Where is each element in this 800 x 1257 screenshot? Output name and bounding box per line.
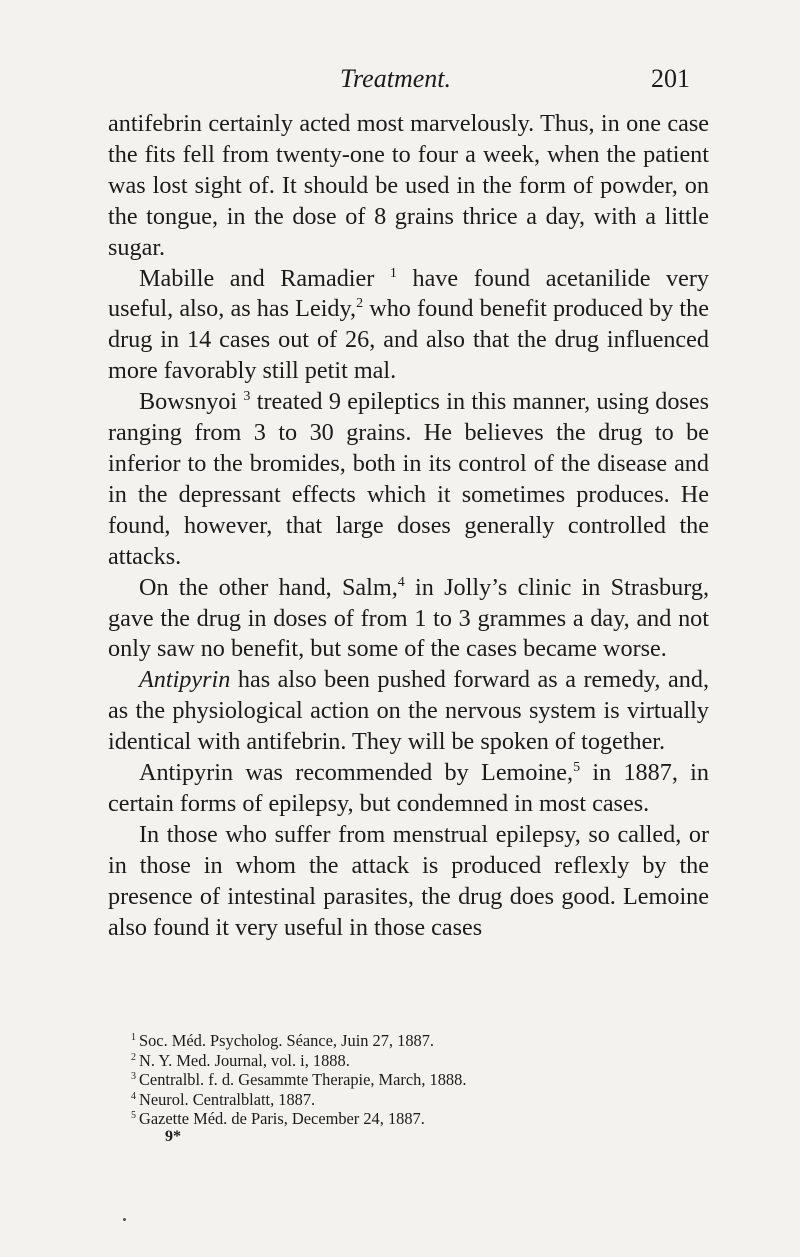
paragraph-2-text-a: Mabille and Ramadier — [139, 264, 390, 292]
paragraph-4-text-a: On the other hand, Salm, — [139, 573, 398, 601]
paragraph-3 — [108, 387, 709, 572]
footnote-mark-3: 3 — [131, 1071, 136, 1083]
paragraph-3-text-b: treated 9 epileptics in this manner, using doses ranging from 3 to 30 grains. He believes the drug to be inferior to the bromides, both in its control of the disease and in the depressant effects which it sometimes produces. He found, however, that large doses generally controlled the attacks. — [108, 388, 709, 570]
footnote-ref-1: 1 — [389, 265, 397, 281]
paragraph-1-text: antifebrin certainly acted most marvelously. Thus, in one case the fits fell from twenty-one to four a week, when the patient was lost sight of. It should be used in the form of powder, on the tongue, in the dose of 8 grains thrice a day, with a little sugar. — [108, 110, 709, 261]
footnote-ref-4: 4 — [397, 574, 405, 590]
footnote-text-2: N. Y. Med. Journal, vol. i, 1888. — [139, 1050, 350, 1070]
footnote-4 — [131, 1090, 691, 1110]
footnote-mark-1: 1 — [131, 1032, 136, 1043]
footnote-5 — [131, 1109, 691, 1129]
footnote-mark-2: 2 — [131, 1051, 136, 1063]
paragraph-4 — [108, 573, 709, 666]
body-text — [108, 109, 709, 943]
paragraph-7-text: In those who suffer from menstrual epilepsy, so called, or in those in whom the attack is produced reflexly by the presence of intestinal parasites, the drug does good. Lemoine also found it very useful in those cases — [108, 820, 709, 941]
page-number: 201 — [651, 64, 690, 93]
footnote-ref-2: 2 — [356, 296, 364, 312]
footnotes — [131, 1031, 691, 1129]
footnote-2 — [131, 1051, 691, 1071]
paragraph-6-text-a: Antipyrin was recommended by Lemoine, — [139, 759, 574, 787]
paragraph-6-text-b: in 1887, in certain forms of epilepsy, but condemned in most cases. — [108, 759, 709, 817]
paragraph-5-italic-term: Antipyrin — [139, 666, 231, 694]
running-title: Treatment. — [340, 64, 451, 93]
paragraph-7 — [108, 820, 709, 944]
footnote-text-4: Neurol. Centralblatt, 1887. — [139, 1089, 316, 1109]
paragraph-2 — [108, 264, 709, 388]
paragraph-2-text-b: have found acetanilide very useful, also, as has Leidy, — [108, 264, 710, 323]
footnote-mark-4: 4 — [131, 1090, 136, 1102]
footnote-ref-3: 3 — [243, 389, 251, 405]
paragraph-3-text-a: Bowsnyoi — [139, 388, 244, 416]
footnote-text-1: Soc. Méd. Psycholog. Séance, Juin 27, 1887. — [139, 1031, 435, 1050]
paragraph-2-text-c: who found benefit produced by the drug in 14 cases out of 26, and also that the drug influenced more favorably still petit mal. — [108, 295, 709, 385]
running-header — [340, 64, 690, 100]
footnote-3 — [131, 1070, 691, 1090]
paragraph-5-text: has also been pushed forward as a remedy, and, as the physiological action on the nervous system is virtually identical with antifebrin. They will be spoken of together. — [108, 666, 709, 756]
ink-speck — [123, 1218, 126, 1221]
footnote-ref-5: 5 — [573, 760, 581, 776]
paragraph-1 — [108, 109, 709, 264]
footnote-1 — [131, 1031, 691, 1051]
paragraph-6 — [108, 758, 709, 820]
printer-signature-mark: 9* — [165, 1128, 181, 1145]
footnote-text-5: Gazette Méd. de Paris, December 24, 1887. — [139, 1109, 425, 1129]
paragraph-4-text-b: in Jolly’s clinic in Strasburg, gave the drug in doses of from 1 to 3 grammes a day, and not only saw no benefit, but some of the cases became worse. — [108, 573, 710, 663]
footnote-mark-5: 5 — [131, 1110, 136, 1122]
footnote-text-3: Centralbl. f. d. Gesammte Therapie, March, 1888. — [139, 1070, 467, 1090]
paragraph-5 — [108, 665, 709, 758]
